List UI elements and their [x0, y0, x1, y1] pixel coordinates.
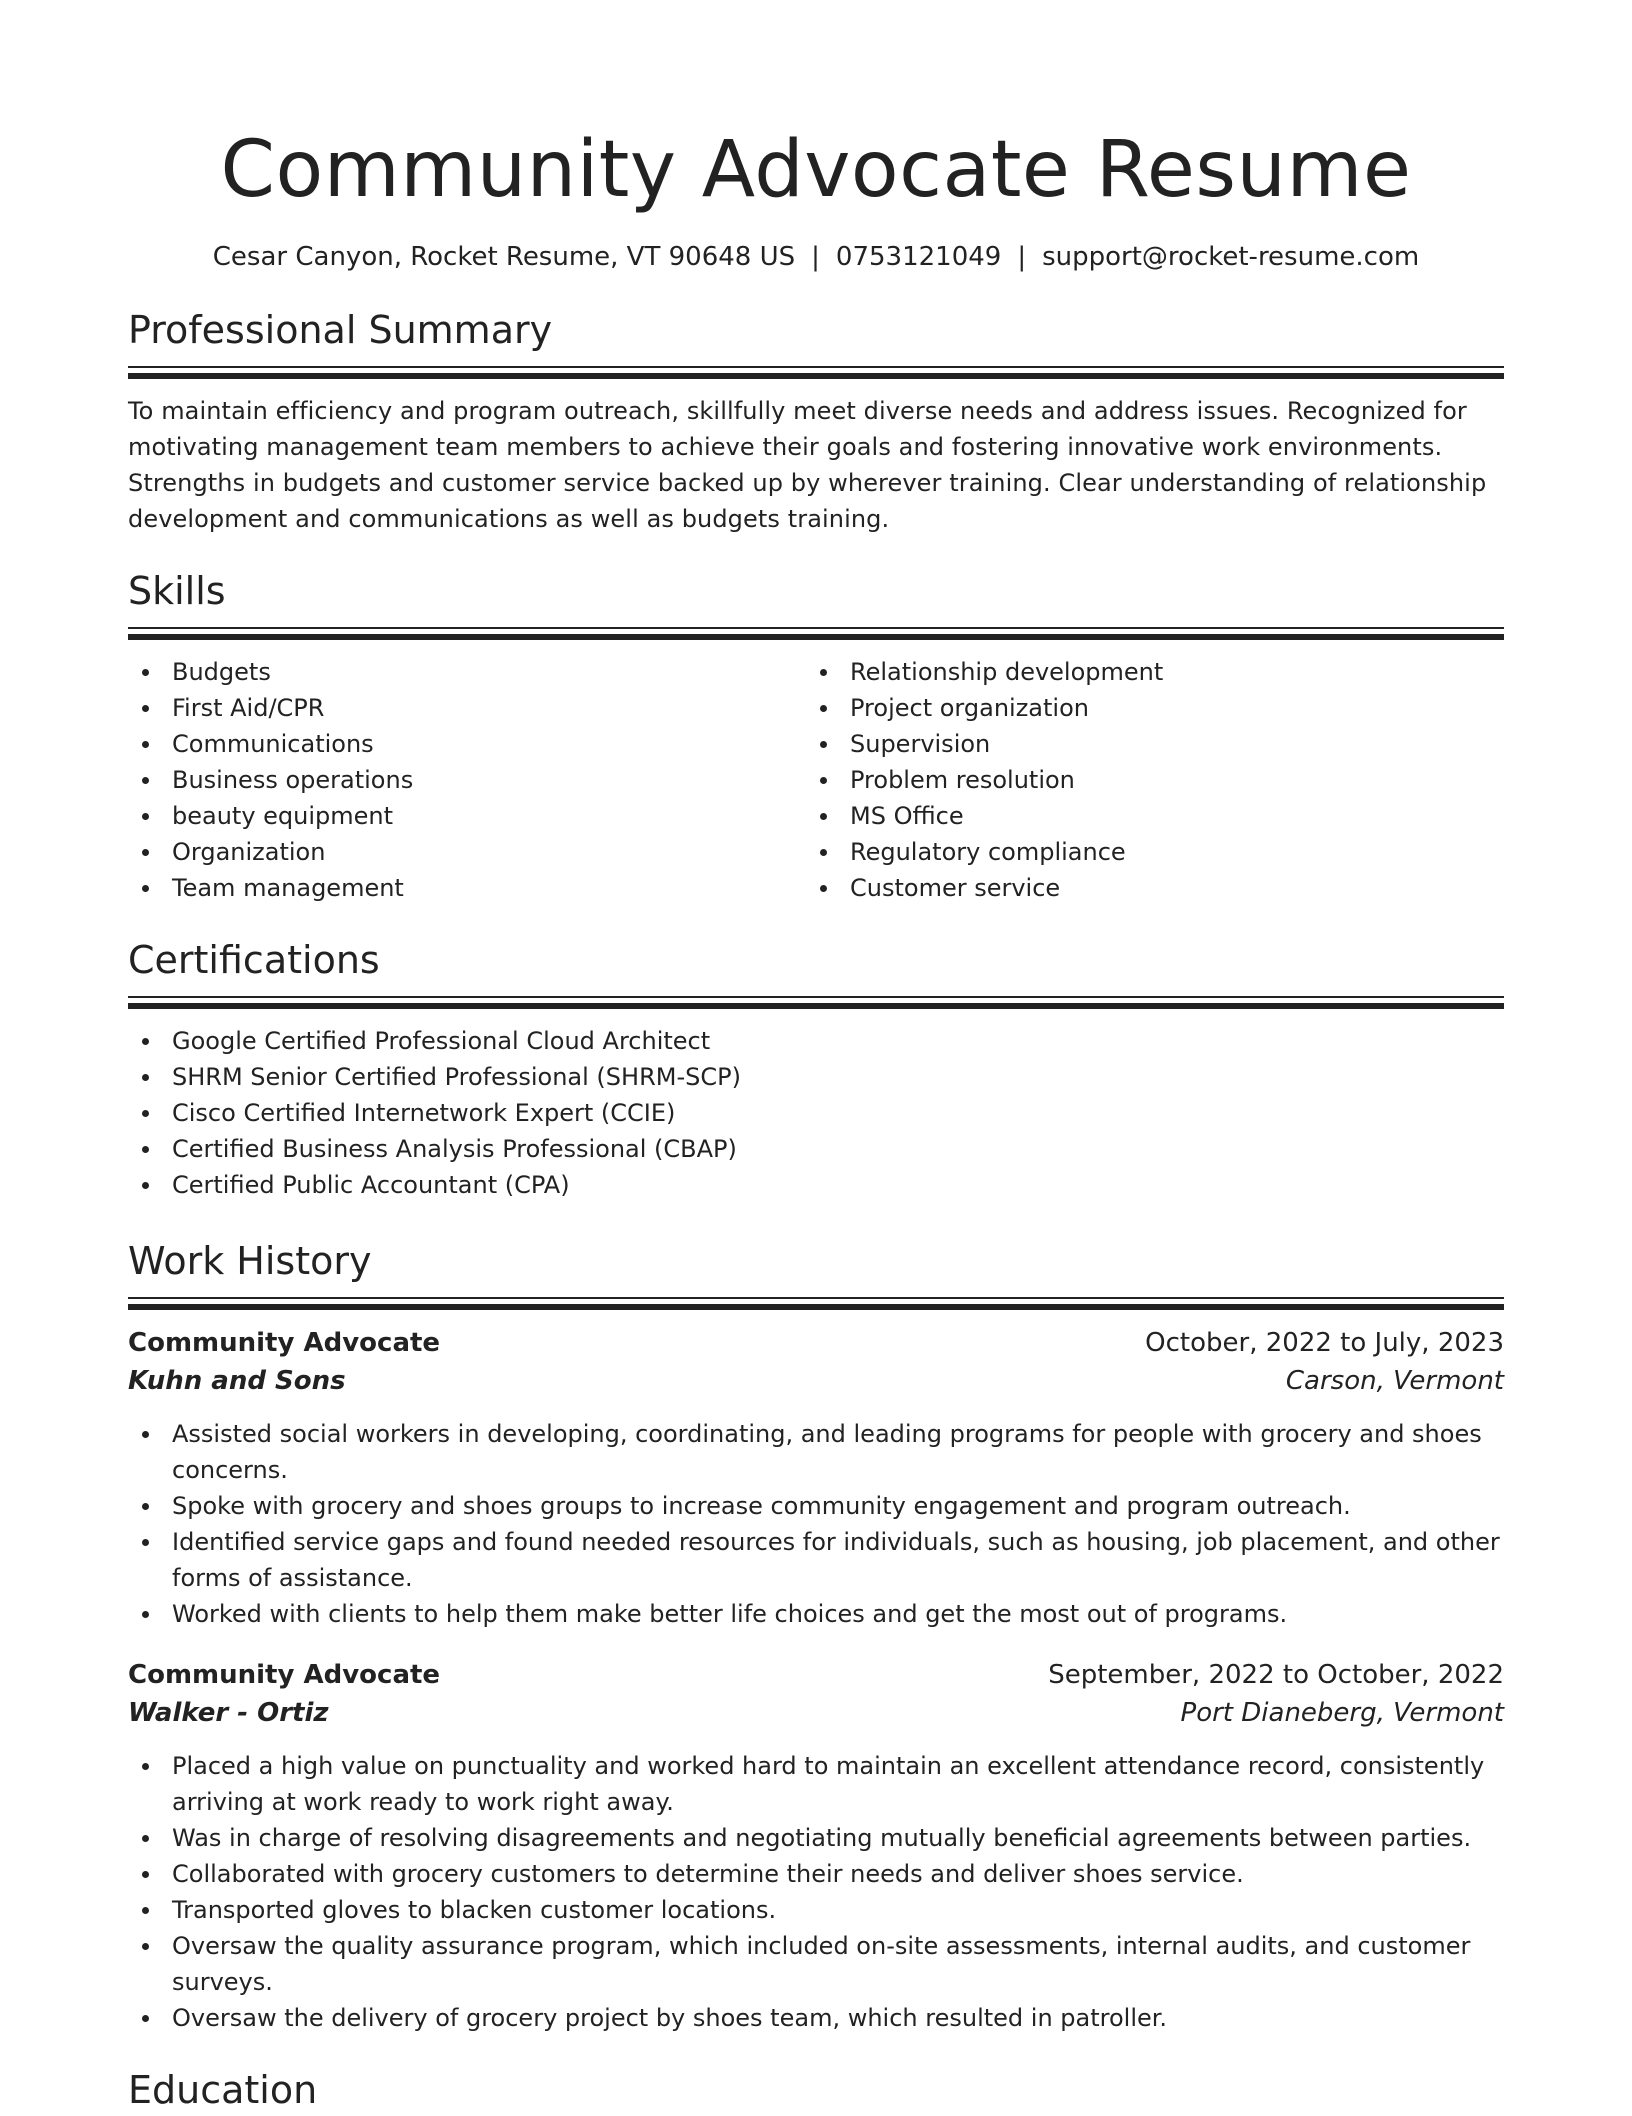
- skills-list-right: [806, 654, 1484, 906]
- job-title: Community Advocate: [128, 1328, 441, 1358]
- section-heading: Education: [128, 2068, 318, 2112]
- job-company: Kuhn and Sons: [128, 1366, 346, 1396]
- skill-item: MS Office: [806, 798, 1484, 834]
- skills-grid: [128, 654, 1504, 906]
- section-heading: Work History: [128, 1239, 372, 1283]
- contact-email: support@rocket-resume.com: [1042, 242, 1420, 272]
- education-section: [128, 2064, 1504, 2116]
- contact-line: [128, 239, 1504, 275]
- resume-title: Community Advocate Resume: [220, 125, 1412, 215]
- job-location: Carson, Vermont: [1285, 1366, 1504, 1396]
- section-divider: [128, 1003, 1504, 1009]
- job-bullet: Was in charge of resolving disagreements and negotiating mutually beneficial agreements between parties.: [128, 1820, 1504, 1856]
- job-bullet: Placed a high value on punctuality and worked hard to maintain an excellent attendance record, consistently arriving at work ready to work right away.: [128, 1748, 1504, 1820]
- section-divider: [128, 1297, 1504, 1299]
- job-bullets: [128, 1416, 1504, 1632]
- skill-item: Budgets: [128, 654, 806, 690]
- skill-item: First Aid/CPR: [128, 690, 806, 726]
- skill-item: Customer service: [806, 870, 1484, 906]
- summary-text: To maintain efficiency and program outreach, skillfully meet diverse needs and address issues. Recognized for motivating management team members to achieve their goals and fostering innovative work environments. Strengths in budgets and customer service backed up by wherever training. Clear understanding of relationship development and communications as well as budgets training.: [128, 397, 1487, 533]
- certification-item: Certified Public Accountant (CPA): [128, 1167, 1504, 1203]
- job-subheader: [128, 1362, 1504, 1400]
- skill-item: Organization: [128, 834, 806, 870]
- skill-item: Team management: [128, 870, 806, 906]
- section-divider: [128, 634, 1504, 640]
- section-heading: Skills: [128, 569, 226, 613]
- job-bullet: Transported gloves to blacken customer locations.: [128, 1892, 1504, 1928]
- skill-item: Problem resolution: [806, 762, 1484, 798]
- section-divider: [128, 366, 1504, 368]
- job-bullet: Oversaw the delivery of grocery project by shoes team, which resulted in patroller.: [128, 2000, 1504, 2036]
- certifications-list: [128, 1023, 1504, 1203]
- section-heading: Certifications: [128, 938, 380, 982]
- certification-item: SHRM Senior Certified Professional (SHRM-SCP): [128, 1059, 1504, 1095]
- section-divider: [128, 996, 1504, 998]
- job-header: [128, 1656, 1504, 1694]
- section-divider: [128, 373, 1504, 379]
- job-bullet: Collaborated with grocery customers to determine their needs and deliver shoes service.: [128, 1856, 1504, 1892]
- skill-item: Regulatory compliance: [806, 834, 1484, 870]
- contact-phone: 0753121049: [835, 242, 1002, 272]
- skills-section: [128, 565, 1504, 906]
- resume-page: [128, 0, 1504, 2116]
- section-divider: [128, 1304, 1504, 1310]
- job-dates: September, 2022 to October, 2022: [1048, 1660, 1504, 1690]
- job-entry: [128, 1656, 1504, 2036]
- job-bullet: Worked with clients to help them make better life choices and get the most out of programs.: [128, 1596, 1504, 1632]
- skills-list-left: [128, 654, 806, 906]
- skill-item: beauty equipment: [128, 798, 806, 834]
- skill-item: Relationship development: [806, 654, 1484, 690]
- certification-item: Google Certified Professional Cloud Architect: [128, 1023, 1504, 1059]
- contact-separator: |: [1017, 242, 1027, 272]
- job-entry: [128, 1324, 1504, 1632]
- job-bullets: [128, 1748, 1504, 2036]
- skill-item: Communications: [128, 726, 806, 762]
- skill-item: Project organization: [806, 690, 1484, 726]
- job-header: [128, 1324, 1504, 1362]
- work-history-section: [128, 1235, 1504, 2036]
- job-bullet: Assisted social workers in developing, coordinating, and leading programs for people with grocery and shoes concerns.: [128, 1416, 1504, 1488]
- certification-item: Cisco Certified Internetwork Expert (CCIE): [128, 1095, 1504, 1131]
- job-location: Port Dianeberg, Vermont: [1180, 1698, 1504, 1728]
- contact-separator: |: [811, 242, 820, 272]
- section-divider: [128, 627, 1504, 629]
- certification-item: Certified Business Analysis Professional (CBAP): [128, 1131, 1504, 1167]
- skill-item: Business operations: [128, 762, 806, 798]
- job-bullet: Identified service gaps and found needed resources for individuals, such as housing, job placement, and other forms of assistance.: [128, 1524, 1504, 1596]
- certifications-section: [128, 934, 1504, 1203]
- job-company: Walker - Ortiz: [128, 1698, 329, 1728]
- contact-address: Cesar Canyon, Rocket Resume, VT 90648 US: [212, 242, 796, 272]
- job-dates: October, 2022 to July, 2023: [1145, 1328, 1504, 1358]
- section-heading: Professional Summary: [128, 308, 553, 352]
- summary-section: [128, 304, 1504, 537]
- job-bullet: Oversaw the quality assurance program, which included on-site assessments, internal audits, and customer surveys.: [128, 1928, 1504, 2000]
- job-subheader: [128, 1694, 1504, 1732]
- job-bullet: Spoke with grocery and shoes groups to increase community engagement and program outreach.: [128, 1488, 1504, 1524]
- job-title: Community Advocate: [128, 1660, 441, 1690]
- skill-item: Supervision: [806, 726, 1484, 762]
